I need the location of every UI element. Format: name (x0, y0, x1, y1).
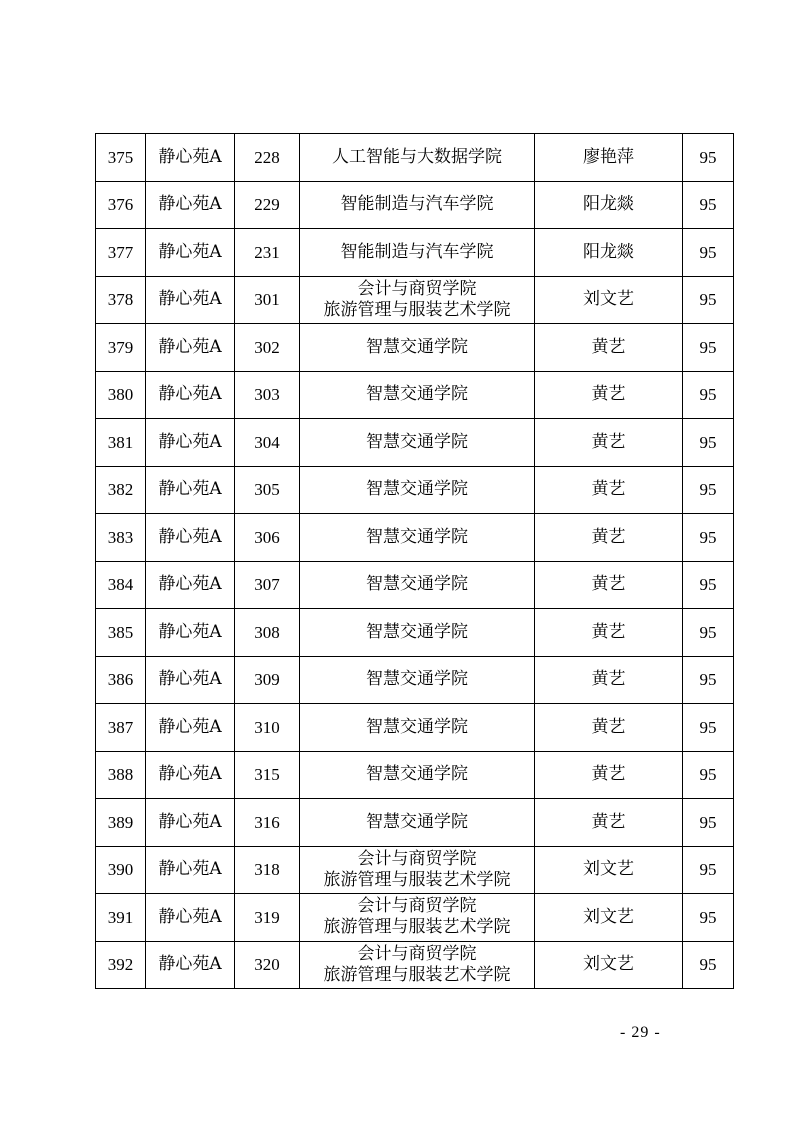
table-row (96, 419, 734, 467)
score-cell: 95 (683, 656, 734, 704)
responsible-person-cell: 黄艺 (535, 751, 683, 799)
score-cell: 95 (683, 894, 734, 942)
responsible-person-cell: 黄艺 (535, 799, 683, 847)
responsible-person-cell: 黄艺 (535, 466, 683, 514)
room-number-cell: 228 (235, 134, 300, 182)
responsible-person-cell: 廖艳萍 (535, 134, 683, 182)
table-row (96, 229, 734, 277)
score-cell: 95 (683, 609, 734, 657)
college-cell (300, 656, 535, 704)
table-row (96, 751, 734, 799)
college-cell (300, 751, 535, 799)
college-cell (300, 561, 535, 609)
college-name: 智慧交通学院 (366, 526, 468, 547)
score-cell: 95 (683, 799, 734, 847)
building-cell: 静心苑A (146, 941, 235, 989)
building-cell: 静心苑A (146, 371, 235, 419)
responsible-person-cell: 黄艺 (535, 561, 683, 609)
score-cell: 95 (683, 561, 734, 609)
responsible-person-cell: 黄艺 (535, 324, 683, 372)
room-number-cell: 301 (235, 276, 300, 324)
room-number-cell: 305 (235, 466, 300, 514)
college-name: 智慧交通学院 (366, 669, 468, 690)
serial-number-cell: 378 (96, 276, 146, 324)
college-name: 旅游管理与服装艺术学院 (323, 917, 511, 938)
table-row (96, 134, 734, 182)
responsible-person-cell: 黄艺 (535, 371, 683, 419)
college-cell (300, 276, 535, 324)
building-cell: 静心苑A (146, 514, 235, 562)
college-name: 智慧交通学院 (366, 384, 468, 405)
room-number-cell: 320 (235, 941, 300, 989)
table-row (96, 371, 734, 419)
college-cell (300, 181, 535, 229)
serial-number-cell: 381 (96, 419, 146, 467)
serial-number-cell: 390 (96, 846, 146, 894)
building-cell: 静心苑A (146, 324, 235, 372)
table-row (96, 466, 734, 514)
serial-number-cell: 389 (96, 799, 146, 847)
responsible-person-cell: 黄艺 (535, 656, 683, 704)
college-cell (300, 134, 535, 182)
building-cell: 静心苑A (146, 751, 235, 799)
responsible-person-cell: 刘文艺 (535, 894, 683, 942)
building-cell: 静心苑A (146, 656, 235, 704)
college-cell (300, 894, 535, 942)
responsible-person-cell: 阳龙燚 (535, 229, 683, 277)
college-name: 旅游管理与服装艺术学院 (323, 964, 511, 985)
score-cell: 95 (683, 181, 734, 229)
table-row (96, 561, 734, 609)
college-name: 会计与商贸学院 (357, 896, 477, 917)
room-number-cell: 307 (235, 561, 300, 609)
score-cell: 95 (683, 466, 734, 514)
responsible-person-cell: 阳龙燚 (535, 181, 683, 229)
score-cell: 95 (683, 229, 734, 277)
building-cell: 静心苑A (146, 846, 235, 894)
room-number-cell: 308 (235, 609, 300, 657)
serial-number-cell: 377 (96, 229, 146, 277)
college-cell (300, 609, 535, 657)
responsible-person-cell: 黄艺 (535, 609, 683, 657)
building-cell: 静心苑A (146, 466, 235, 514)
college-cell (300, 514, 535, 562)
table-row (96, 276, 734, 324)
room-number-cell: 318 (235, 846, 300, 894)
score-cell: 95 (683, 514, 734, 562)
college-name: 会计与商贸学院 (357, 943, 477, 964)
score-cell: 95 (683, 276, 734, 324)
college-cell (300, 799, 535, 847)
score-cell: 95 (683, 846, 734, 894)
room-number-cell: 309 (235, 656, 300, 704)
room-number-cell: 303 (235, 371, 300, 419)
serial-number-cell: 392 (96, 941, 146, 989)
room-number-cell: 231 (235, 229, 300, 277)
page-number: - 29 - (620, 1024, 661, 1041)
serial-number-cell: 388 (96, 751, 146, 799)
table-row (96, 656, 734, 704)
building-cell: 静心苑A (146, 134, 235, 182)
college-cell (300, 466, 535, 514)
college-name: 智慧交通学院 (366, 811, 468, 832)
college-name: 智慧交通学院 (366, 574, 468, 595)
college-cell (300, 229, 535, 277)
dormitory-score-table (95, 133, 734, 989)
room-number-cell: 229 (235, 181, 300, 229)
building-cell: 静心苑A (146, 181, 235, 229)
college-name: 智慧交通学院 (366, 336, 468, 357)
college-name: 智慧交通学院 (366, 431, 468, 452)
responsible-person-cell: 黄艺 (535, 514, 683, 562)
college-name: 人工智能与大数据学院 (332, 146, 502, 167)
responsible-person-cell: 刘文艺 (535, 941, 683, 989)
building-cell: 静心苑A (146, 229, 235, 277)
serial-number-cell: 385 (96, 609, 146, 657)
room-number-cell: 316 (235, 799, 300, 847)
college-name: 智能制造与汽车学院 (340, 194, 494, 215)
score-cell: 95 (683, 419, 734, 467)
serial-number-cell: 379 (96, 324, 146, 372)
table-row (96, 514, 734, 562)
table-row (96, 846, 734, 894)
table-row (96, 324, 734, 372)
college-cell (300, 324, 535, 372)
college-name: 智慧交通学院 (366, 716, 468, 737)
college-cell (300, 704, 535, 752)
college-cell (300, 419, 535, 467)
score-cell: 95 (683, 371, 734, 419)
serial-number-cell: 376 (96, 181, 146, 229)
college-name: 会计与商贸学院 (357, 278, 477, 299)
room-number-cell: 319 (235, 894, 300, 942)
building-cell: 静心苑A (146, 419, 235, 467)
serial-number-cell: 383 (96, 514, 146, 562)
responsible-person-cell: 黄艺 (535, 419, 683, 467)
responsible-person-cell: 刘文艺 (535, 276, 683, 324)
table-row (96, 941, 734, 989)
serial-number-cell: 382 (96, 466, 146, 514)
college-name: 智慧交通学院 (366, 764, 468, 785)
room-number-cell: 306 (235, 514, 300, 562)
college-name: 智慧交通学院 (366, 621, 468, 642)
college-name: 智能制造与汽车学院 (340, 241, 494, 262)
score-cell: 95 (683, 941, 734, 989)
responsible-person-cell: 黄艺 (535, 704, 683, 752)
table-row (96, 894, 734, 942)
score-cell: 95 (683, 324, 734, 372)
table-row (96, 609, 734, 657)
serial-number-cell: 384 (96, 561, 146, 609)
table-row (96, 181, 734, 229)
room-number-cell: 315 (235, 751, 300, 799)
table-row (96, 704, 734, 752)
building-cell: 静心苑A (146, 799, 235, 847)
room-number-cell: 310 (235, 704, 300, 752)
college-name: 智慧交通学院 (366, 479, 468, 500)
serial-number-cell: 387 (96, 704, 146, 752)
college-cell (300, 941, 535, 989)
table-row (96, 799, 734, 847)
serial-number-cell: 391 (96, 894, 146, 942)
college-name: 会计与商贸学院 (357, 848, 477, 869)
score-cell: 95 (683, 704, 734, 752)
college-name: 旅游管理与服装艺术学院 (323, 869, 511, 890)
serial-number-cell: 386 (96, 656, 146, 704)
building-cell: 静心苑A (146, 894, 235, 942)
college-cell (300, 846, 535, 894)
serial-number-cell: 380 (96, 371, 146, 419)
building-cell: 静心苑A (146, 609, 235, 657)
table-body (96, 134, 734, 989)
room-number-cell: 302 (235, 324, 300, 372)
building-cell: 静心苑A (146, 276, 235, 324)
score-cell: 95 (683, 134, 734, 182)
room-number-cell: 304 (235, 419, 300, 467)
college-name: 旅游管理与服装艺术学院 (323, 299, 511, 320)
college-cell (300, 371, 535, 419)
serial-number-cell: 375 (96, 134, 146, 182)
responsible-person-cell: 刘文艺 (535, 846, 683, 894)
building-cell: 静心苑A (146, 561, 235, 609)
score-cell: 95 (683, 751, 734, 799)
building-cell: 静心苑A (146, 704, 235, 752)
